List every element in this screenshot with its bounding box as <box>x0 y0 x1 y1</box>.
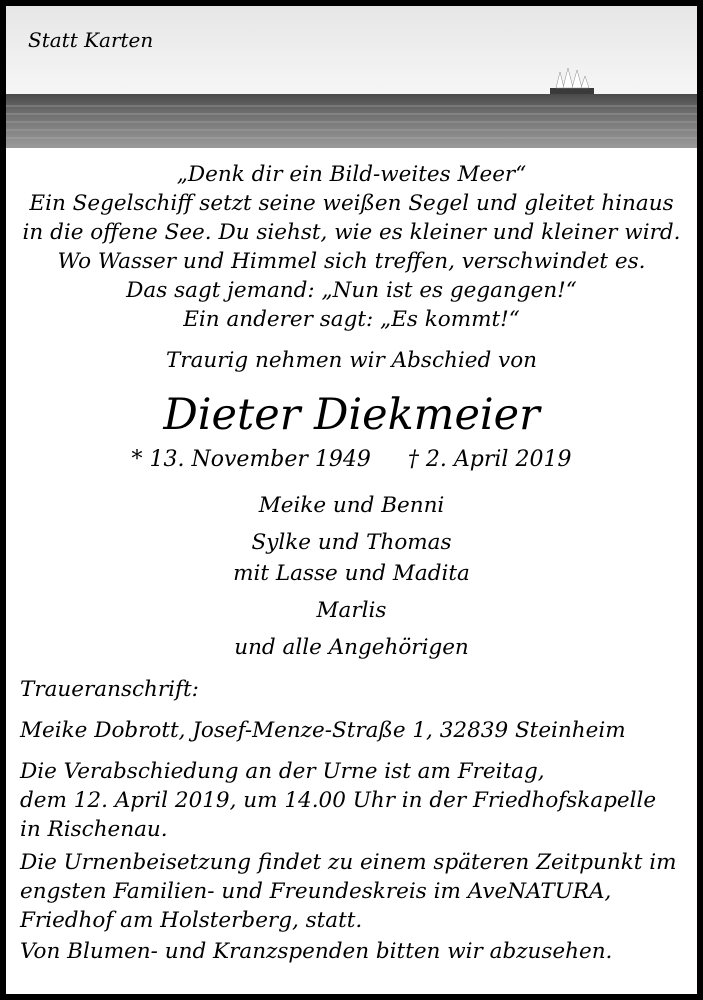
family-line: mit Lasse und Madita <box>233 561 470 586</box>
address-value: Meike Dobrott, Josef-Menze-Straße 1, 32839 Steinheim <box>20 718 626 743</box>
death-date: † 2. April 2019 <box>407 447 572 472</box>
notice-line: engsten Familien- und Freundeskreis im AveNATURA, <box>20 879 612 904</box>
intro-text: Traurig nehmen wir Abschied von <box>166 348 537 373</box>
notice-line: Die Verabschiedung an der Urne ist am Freitag, <box>20 759 545 784</box>
birth-date: * 13. November 1949 <box>131 447 371 472</box>
flowers-notice: Von Blumen- und Kranzspenden bitten wir abzusehen. <box>20 939 613 964</box>
notice-line: Die Urnenbeisetzung findet zu einem späteren Zeitpunkt im <box>20 850 677 875</box>
poem-line: „Denk dir ein Bild-weites Meer“ <box>176 162 527 187</box>
poem-line: Ein anderer sagt: „Es kommt!“ <box>183 307 520 332</box>
life-dates <box>6 447 697 472</box>
poem-line: Ein Segelschiff setzt seine weißen Segel und gleitet hinaus <box>29 191 674 216</box>
farewell-notice <box>6 757 697 844</box>
family-list <box>6 490 697 663</box>
family-line: und alle Angehörigen <box>234 635 469 660</box>
poem <box>6 160 697 334</box>
notice-line: dem 12. April 2019, um 14.00 Uhr in der Friedhofskapelle <box>20 788 657 813</box>
burial-notice <box>6 848 697 935</box>
address-label: Traueranschrift: <box>20 677 199 702</box>
deceased-name: Dieter Diekmeier <box>163 390 540 440</box>
notice-line: Friedhof am Holsterberg, statt. <box>20 908 363 933</box>
family-line: Meike und Benni <box>258 493 445 518</box>
header-image <box>6 6 697 148</box>
poem-line: Wo Wasser und Himmel sich treffen, verschwindet es. <box>57 249 646 274</box>
header-label: Statt Karten <box>28 28 154 52</box>
poem-line: Das sagt jemand: „Nun ist es gegangen!“ <box>126 278 577 303</box>
notice-line: in Rischenau. <box>20 817 168 842</box>
family-line: Sylke und Thomas <box>251 530 452 555</box>
poem-line: in die offene See. Du siehst, wie es kleiner und kleiner wird. <box>22 220 681 245</box>
family-line: Marlis <box>316 598 387 623</box>
